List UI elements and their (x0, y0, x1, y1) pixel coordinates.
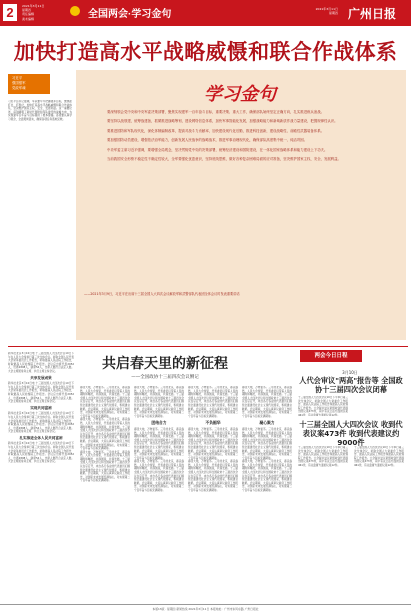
main-story-column (134, 386, 184, 602)
sidebar-tag-line: 习近平 (12, 76, 23, 80)
xuexi-paragraph: 要推进国防和军队现代化，深化体制编制改革，提高对战斗力贡献率，加快建设现代化后勤，推进科技创新，建设战略性、前瞻性武器装备体系。 (107, 128, 324, 133)
xuexi-paragraph: 要加强国防动员建设，增强依法治军能力，创新发展人民战争的战略战术，推进军事治理现代化，确保部队高度集中统一、纯洁巩固。 (107, 138, 308, 143)
left-column-subhead: 共享发展成果 (30, 375, 52, 380)
right-column-text: 十三届全国人大四次会议10日下午举行第三次全体会议，听取全国人大常委会工作报告、最高人民法院工作报告和最高人民检察院工作报告。大会秘书处议案组收到代表提出的议案473件，其中有关立法方面的议案461件，有关监督方面的议案12件。 (298, 446, 348, 467)
main-story-text: 春回大地，万物复苏。三月的北京，春意盎然，人民大会堂里，代表委员们带着人民的期盼和嘱托，共商国是，共谋发展。十三届全国人大四次会议和全国政协十三届四次会议在京召开，来自各行各业的代表委员们围绕全面建设社会主义现代化国家，积极建言献策。会议期间，大家认真审议政府工作报告，对国家未来发展充满信心，对实现第二个百年奋斗目标充满期待。 (242, 386, 292, 418)
left-column-text: 新华社北京3月10日电 十三届全国人大四次会议10日下午在人民大会堂举行第三次全体会议。听取全国人民代表大会常务委员会工作报告，听取最高人民法院工作报告，听取最高人民检察院工作报告。会议应出席代表2952人，出席2898人，缺席54人，出席人数符合法定人数。大会主席团常务主席、执行主席主持会议。 (8, 352, 74, 373)
main-story-column (242, 386, 292, 602)
xuexi-paragraphs (100, 110, 390, 166)
sidebar-tag (8, 74, 50, 94)
xuexi-footnote: ——2021年3月9日，习近平在出席十三届全国人大四次会议解放军和武警部队代表团全体会议时发表重要讲话 (84, 292, 240, 296)
right-column-text: 十三届全国人大四次会议10日下午举行第三次全体会议，听取全国人大常委会工作报告、最高人民法院工作报告和最高人民检察院工作报告。大会秘书处议案组收到代表提出的议案473件，其中有关立法方面的议案461件，有关监督方面的议案12件。 (354, 446, 404, 467)
main-story-column (80, 386, 130, 602)
xuexi-paragraph: 要坚持以战领建，统筹战建备，抓紧推进战略筹划，建设网络信息体系，加快军事智能化发展，加强战略能力和新域新质作战力量建设，把握规律性认识。 (107, 119, 338, 124)
main-story-column (188, 386, 238, 602)
main-story-text: 春回大地，万物复苏。三月的北京，春意盎然，人民大会堂里，代表委员们带着人民的期盼和嘱托，共商国是，共谋发展。十三届全国人大四次会议和全国政协十三届四次会议在京召开，来自各行各业的代表委员们围绕全面建设社会主义现代化国家，积极建言献策。会议期间，大家认真审议政府工作报告，对国家未来发展充满信心，对实现第二个百年奋斗目标充满期待。 (80, 418, 130, 451)
schedule-date: 3月10日 (342, 370, 358, 375)
main-story-subtitle: ——全国政协十三届四次会议侧记 (131, 375, 199, 380)
schedule-headline-2: 十三届全国人大四次会议 收到代表议案473件 收到代表建议约9000件 (299, 420, 403, 447)
schedule-headline-1: 人代会审议"两高"报告等 全国政协十三届四次会议闭幕 (299, 376, 403, 394)
left-column-subhead: 扎实推进全体人民共同富裕 (19, 435, 63, 440)
page-headline: 加快打造高水平战略威慑和联合作战体系 (13, 40, 398, 64)
masthead-date-line: 星期四 (328, 11, 338, 15)
left-column-text: 新华社北京3月10日电 十三届全国人大四次会议10日下午在人民大会堂举行第三次全体会议。听取全国人民代表大会常务委员会工作报告，听取最高人民法院工作报告，听取最高人民检察院工作报告。会议应出席代表2952人，出席2898人，缺席54人，出席人数符合法定人数。大会主席团常务主席、执行主席主持会议。 (8, 442, 74, 464)
section-divider (8, 346, 408, 347)
main-story-subhead: 团结合力 (151, 420, 167, 426)
main-story-subhead: 不负韶华 (205, 420, 221, 426)
main-story-text: 春回大地，万物复苏。三月的北京，春意盎然，人民大会堂里，代表委员们带着人民的期盼和嘱托，共商国是，共谋发展。十三届全国人大四次会议和全国政协十三届四次会议在京召开，来自各行各业的代表委员们围绕全面建设社会主义现代化国家，积极建言献策。会议期间，大家认真审议政府工作报告，对国家未来发展充满信心，对实现第二个百年奋斗目标充满期待。 (134, 427, 184, 460)
masthead-date-line: 2021年3月11日 (315, 7, 338, 11)
main-story-text: 春回大地，万物复苏。三月的北京，春意盎然，人民大会堂里，代表委员们带着人民的期盼和嘱托，共商国是，共谋发展。十三届全国人大四次会议和全国政协十三届四次会议在京召开，来自各行各业的代表委员们围绕全面建设社会主义现代化国家，积极建言献策。会议期间，大家认真审议政府工作报告，对国家未来发展充满信心，对实现第二个百年奋斗目标充满期待。 (80, 386, 130, 418)
main-story-text: 春回大地，万物复苏。三月的北京，春意盎然，人民大会堂里，代表委员们带着人民的期盼和嘱托，共商国是，共谋发展。十三届全国人大四次会议和全国政协十三届四次会议在京召开，来自各行各业的代表委员们围绕全面建设社会主义现代化国家，积极建言献策。会议期间，大家认真审议政府工作报告，对国家未来发展充满信心，对实现第二个百年奋斗目标充满期待。 (188, 427, 238, 460)
right-column-text-top: 十三届全国人大四次会议10日下午举行第三次全体会议，听取全国人大常委会工作报告、最高人民法院工作报告和最高人民检察院工作报告。大会秘书处议案组收到代表提出的议案473件，其中有关立法方面的议案461件，有关监督方面的议案12件。 (298, 396, 348, 416)
left-column-subhead: 实现共同富裕 (30, 405, 52, 410)
main-story-text: 春回大地，万物复苏。三月的北京，春意盎然，人民大会堂里，代表委员们带着人民的期盼和嘱托，共商国是，共谋发展。十三届全国人大四次会议和全国政协十三届四次会议在京召开，来自各行各业的代表委员们围绕全面建设社会主义现代化国家，积极建言献策。会议期间，大家认真审议政府工作报告，对国家未来发展充满信心，对实现第二个百年奋斗目标充满期待。 (188, 386, 238, 418)
main-story-text: 春回大地，万物复苏。三月的北京，春意盎然，人民大会堂里，代表委员们带着人民的期盼和嘱托，共商国是，共谋发展。十三届全国人大四次会议和全国政协十三届四次会议在京召开，来自各行各业的代表委员们围绕全面建设社会主义现代化国家，积极建言献策。会议期间，大家认真审议政府工作报告，对国家未来发展充满信心，对实现第二个百年奋斗目标充满期待。 (242, 460, 292, 493)
sidebar-tag-line: 党政军魂 (12, 86, 26, 90)
xuexi-paragraph: 当前我国安全形势不稳定性不确定性较大，全军要强化忧患意识，坚持底线思维，做好各种复杂困难局面的应对准备，坚决维护国家主权、安全、发展利益。 (107, 157, 341, 162)
left-column-text: 新华社北京3月10日电 十三届全国人大四次会议10日下午在人民大会堂举行第三次全体会议。听取全国人民代表大会常务委员会工作报告，听取最高人民法院工作报告，听取最高人民检察院工作报告。会议应出席代表2952人，出席2898人，缺席54人，出席人数符合法定人数。大会主席团常务主席、执行主席主持会议。 (8, 382, 74, 404)
section-label: 全国两会·学习金句 (88, 9, 172, 20)
newspaper-logo: 广州日报 (348, 7, 397, 21)
main-story-text: 春回大地，万物复苏。三月的北京，春意盎然，人民大会堂里，代表委员们带着人民的期盼和嘱托，共商国是，共谋发展。十三届全国人大四次会议和全国政协十三届四次会议在京召开，来自各行各业的代表委员们围绕全面建设社会主义现代化国家，积极建言献策。会议期间，大家认真审议政府工作报告，对国家未来发展充满信心，对实现第二个百年奋斗目标充满期待。 (134, 460, 184, 493)
main-story-text: 春回大地，万物复苏。三月的北京，春意盎然，人民大会堂里，代表委员们带着人民的期盼和嘱托，共商国是，共谋发展。十三届全国人大四次会议和全国政协十三届四次会议在京召开，来自各行各业的代表委员们围绕全面建设社会主义现代化国家，积极建言献策。会议期间，大家认真审议政府工作报告，对国家未来发展充满信心，对实现第二个百年奋斗目标充满期待。 (188, 460, 238, 493)
masthead-left-line: 2021年3月11日 (22, 4, 45, 8)
main-story-title: 共启春天里的新征程 (102, 357, 228, 372)
sidebar-body: 习近平总书记强调，军队要牢牢把握强军目标，聚焦能打仗、打胜仗，加快打造高水平战略威慑和联合作战体系，坚决维护国家主权、安全、发展利益。这一重要论述，深刻阐明了新时代国防和军队建设的战略方向，为实现建军百年奋斗目标提供了根本遵循。各级要认真学习领会，全面贯彻落实，确保各项任务落地见效。 (8, 100, 72, 121)
left-column-article (8, 352, 74, 602)
masthead-date (300, 7, 338, 15)
main-story-text: 春回大地，万物复苏。三月的北京，春意盎然，人民大会堂里，代表委员们带着人民的期盼和嘱托，共商国是，共谋发展。十三届全国人大四次会议和全国政协十三届四次会议在京召开，来自各行各业的代表委员们围绕全面建设社会主义现代化国家，积极建言献策。会议期间，大家认真审议政府工作报告，对国家未来发展充满信心，对实现第二个百年奋斗目标充满期待。 (80, 450, 130, 483)
schedule-box-header: 两会今日日程 (300, 350, 362, 362)
xuexi-paragraph: 中央军委主席习近平强调，要增强全局观念，坚决贯彻党中央的决策部署，统筹经济建设和国防建设，在一体化国家战略体系和能力建设上下功夫。 (107, 147, 328, 152)
main-story-text: 春回大地，万物复苏。三月的北京，春意盎然，人民大会堂里，代表委员们带着人民的期盼和嘱托，共商国是，共谋发展。十三届全国人大四次会议和全国政协十三届四次会议在京召开，来自各行各业的代表委员们围绕全面建设社会主义现代化国家，积极建言献策。会议期间，大家认真审议政府工作报告，对国家未来发展充满信心，对实现第二个百年奋斗目标充满期待。 (134, 386, 184, 418)
main-story-subhead: 凝心聚力 (259, 420, 275, 426)
main-story-text: 春回大地，万物复苏。三月的北京，春意盎然，人民大会堂里，代表委员们带着人民的期盼和嘱托，共商国是，共谋发展。十三届全国人大四次会议和全国政协十三届四次会议在京召开，来自各行各业的代表委员们围绕全面建设社会主义现代化国家，积极建言献策。会议期间，大家认真审议政府工作报告，对国家未来发展充满信心，对实现第二个百年奋斗目标充满期待。 (242, 427, 292, 460)
page-footer: 本版13版 · 星期四 新闻热线 2021年3月11日 本报地址：广州市东风东路 广州日报社 (0, 604, 411, 614)
masthead-left-line: 责任编辑 (22, 12, 35, 17)
masthead-left-info (22, 4, 64, 21)
masthead-left-line: 星期四 (22, 8, 32, 13)
sidebar-tag-line: 强国强军 (12, 81, 26, 85)
page-number: 2 (3, 4, 17, 21)
left-column-text: 新华社北京3月10日电 十三届全国人大四次会议10日下午在人民大会堂举行第三次全体会议。听取全国人民代表大会常务委员会工作报告，听取最高人民法院工作报告，听取最高人民检察院工作报告。会议应出席代表2952人，出席2898人，缺席54人，出席人数符合法定人数。大会主席团常务主席、执行主席主持会议。 (8, 412, 74, 434)
xuexi-logo: 学习金句 (204, 84, 276, 104)
masthead-left-line: 美术编辑 (22, 16, 35, 21)
xuexi-paragraph: 要深刻领会党中央和中央军委决策部署，聚焦实现建军一百年奋斗目标，重要决策、重大工作，确保部队始终坚定正确方向，扎实推进练兵备战。 (107, 110, 324, 114)
emblem-icon (70, 6, 80, 16)
